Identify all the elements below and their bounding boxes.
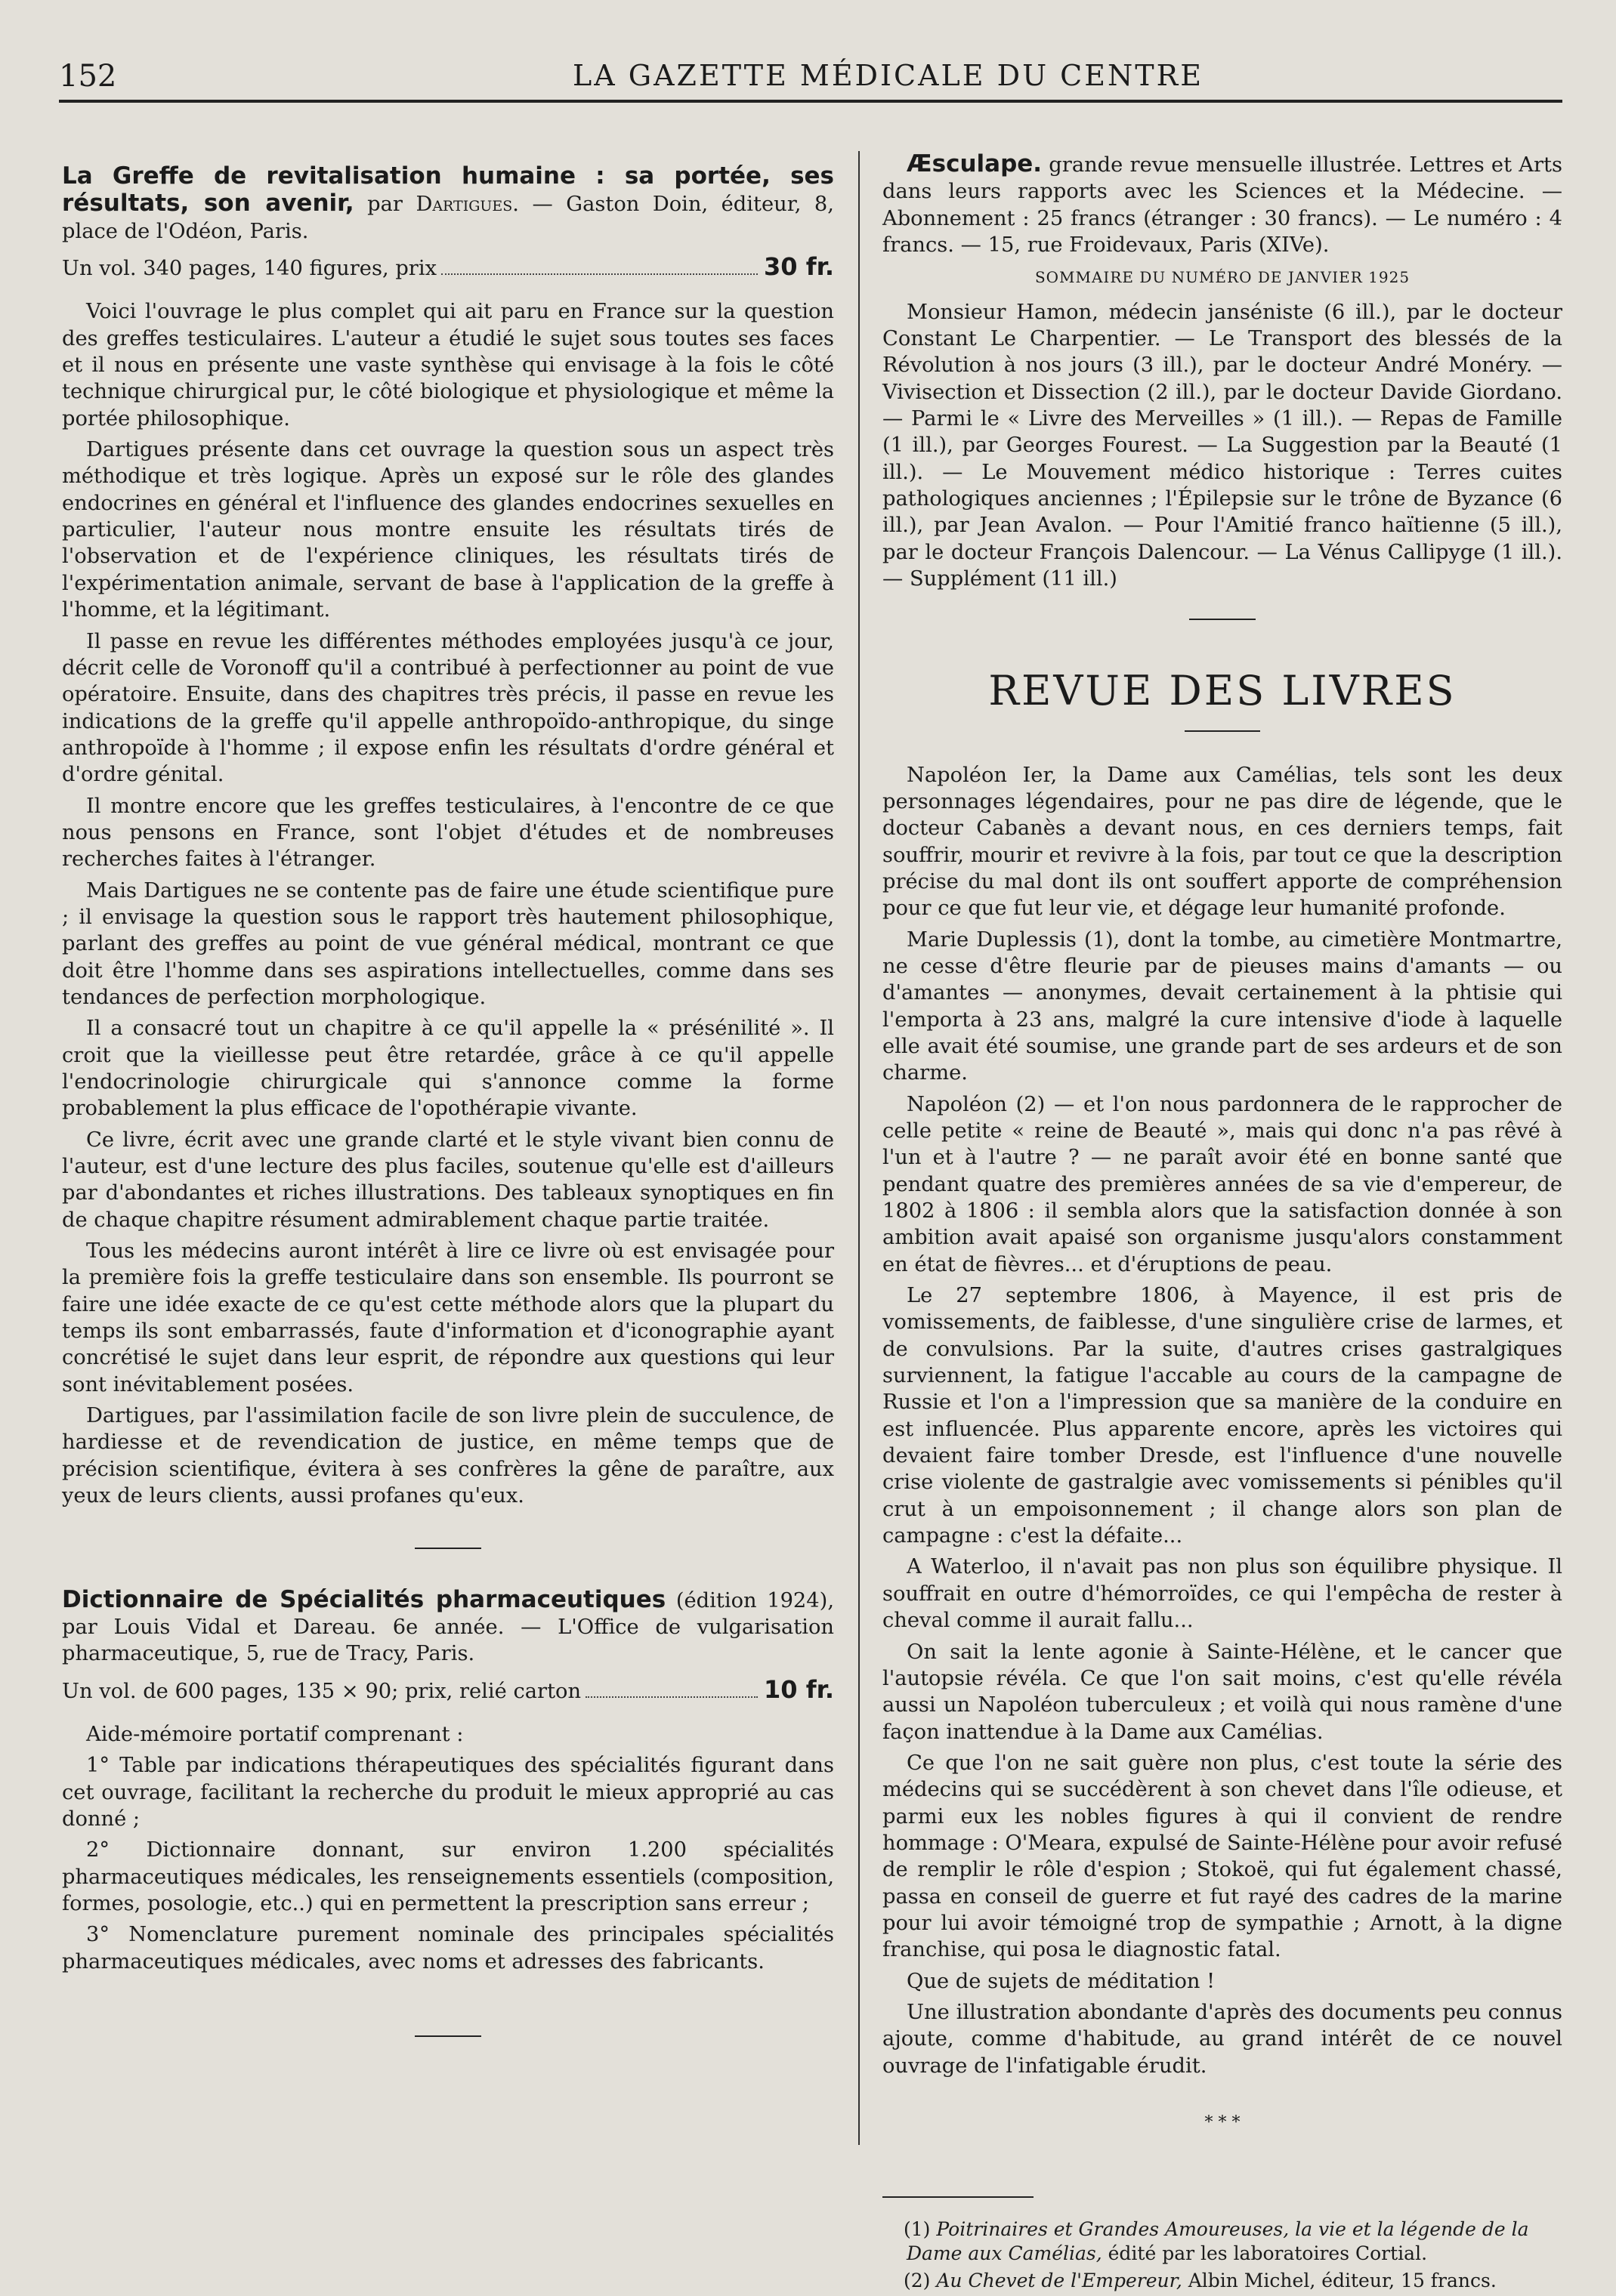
section-separator xyxy=(1189,619,1256,620)
review2-item: 2° Dictionnaire donnant, sur environ 1.200 spécialités pharmaceutiques médicales, les renseignements essentiels (composition, formes, posologie, etc..) qui en permettent la prescription sans erreur ; xyxy=(62,1838,834,1915)
left-column xyxy=(62,151,834,2075)
revue-paragraph: A Waterloo, il n'avait pas non plus son équilibre physique. Il souffrait en outre d'hémorroïdes, ce qui l'empêcha de rester à cheval comme il aurait fallu... xyxy=(882,1555,1562,1633)
page-header xyxy=(59,56,1562,104)
revue-paragraph: Marie Duplessis (1), dont la tombe, au cimetière Montmartre, ne cesse d'être fleurie par de pieuses mains d'amants — ou d'amantes — anonymes, devait certainement à la phtisie qui l'emporta à 23 ans, malgré la cure intensive d'iode à laquelle elle avait été soumise, une grande part de ses ardeurs et de son charme. xyxy=(882,927,1562,1085)
revue-paragraph: Le 27 septembre 1806, à Mayence, il est pris de vomissements, de faiblesse, d'une singulière crise de larmes, et de convulsions. Par la suite, d'autres crises gastralgiques surviennent, la fatigue l'accable au cours de la campagne de Russie et l'on a l'impression que sa manière de la conduire en est influencée. Plus apparente encore, après les victoires qui devaient faire tomber Dresde, est l'influence d'une nouvelle crise violente de gastralgie avec vomissements si pénibles qu'il crut à un empoisonnement ; il change alors son plan de campagne : c'est la défaite... xyxy=(882,1284,1562,1548)
aesculape-name: Æsculape. xyxy=(907,150,1043,177)
section-separator xyxy=(415,2035,481,2037)
asterism: * * * xyxy=(1204,2113,1241,2132)
review1-paragraph: Dartigues présente dans cet ouvrage la question sous un aspect très méthodique et très logique. Après un exposé sur le rôle des glandes endocrines en général et l'influence des glandes endocrines sexuelles en particulier, l'auteur nous montre ensuite les résultats tirés de l'observation et de l'expérience cliniques, les résultats tirés de l'expérimentation animale, servant de base à l'application de la greffe à l'homme, et la légitimant. xyxy=(62,438,834,622)
page-number: 152 xyxy=(59,59,117,94)
aesculape-notice xyxy=(882,151,1562,258)
revue-paragraph: Ce que l'on ne sait guère non plus, c'est toute la série des médecins qui se succédèrent à son chevet dans l'île odieuse, et parmi eux les nobles figures à qui il convient de rendre hommage : O'Meara, expulsé de Sainte-Hélène pour avoir refusé de remplir le rôle d'espion ; Stokoë, qui fut également chassé, passa en conseil de guerre et fut rayé des cadres de la marine pour lui avoir témoigné trop de sympathie ; Arnott, à la digne franchise, qui posa le diagnostic fatal. xyxy=(882,1751,1562,1962)
review1-paragraph: Ce livre, écrit avec une grande clarté et le style vivant bien connu de l'auteur, est d'une lecture des plus faciles, soutenue qu'elle est d'ailleurs par d'abondantes et riches illustrations. Des tableaux synoptiques en fin de chaque chapitre résument admirablement chaque partie traitée. xyxy=(62,1128,834,1232)
footnote-title: Au Chevet de l'Empereur, xyxy=(936,2270,1182,2292)
header-rule xyxy=(59,100,1562,103)
review1-publisher: — Gaston Doin, éditeur, 8, place de l'Odéon, Paris. xyxy=(62,193,834,243)
footnote-rest: Albin Michel, éditeur, 15 francs. xyxy=(1188,2270,1497,2292)
running-title: LA GAZETTE MÉDICALE DU CENTRE xyxy=(573,59,1204,92)
review2-intro: Aide-mémoire portatif comprenant : xyxy=(86,1722,464,1746)
revue-paragraph: Napoléon Ier, la Dame aux Camélias, tels sont les deux personnages légendaires, pour ne pas dire de légende, que le docteur Cabanès a devant nous, en ces derniers temps, fait souffrir, mourir et revivre à la fois, par tout ce que la description précise du mal dont ils ont souffert apporte de compréhension pour ce que fut leur vie, et dégage leur humanité profonde. xyxy=(882,763,1562,921)
footnote-rule xyxy=(882,2196,1034,2198)
review1-price-label: Un vol. 340 pages, 140 figures, prix xyxy=(62,257,437,281)
review1-paragraph: Il montre encore que les greffes testiculaires, à l'encontre de ce que nous pensons en France, sont l'objet d'études et de nombreuses recherches faites à l'étranger. xyxy=(62,794,834,872)
review1-price: 30 fr. xyxy=(764,252,834,282)
review2-item: 3° Nomenclature purement nominale des principales spécialités pharmaceutiques médicales, avec noms et adresses des fabricants. xyxy=(62,1923,834,1974)
revue-paragraph: Une illustration abondante d'après des documents peu connus ajoute, comme d'habitude, au grand intérêt de ce nouvel ouvrage de l'infatigable érudit. xyxy=(882,2000,1562,2078)
footnote-rest: édité par les laboratoires Cortial. xyxy=(1108,2242,1428,2265)
review1-title: La Greffe de revitalisation humaine : sa portée, ses résultats, son avenir, xyxy=(62,162,834,218)
sommaire-title: SOMMAIRE DU NUMÉRO DE JANVIER 1925 xyxy=(1034,268,1411,287)
aesculape-description: grande revue mensuelle illustrée. Lettres et Arts dans leurs rapports avec les Sciences et la Médecine. — Abonnement : 25 francs (étranger : 30 francs). — Le numéro : 4 francs. — 15, rue Froidevaux, Paris (XIVe). xyxy=(882,153,1562,258)
footnote xyxy=(904,2217,1562,2266)
footnote-number: (1) xyxy=(904,2218,931,2241)
review2-price-line xyxy=(62,1674,834,1705)
right-column xyxy=(882,151,1562,2296)
review1-author: Dartigues. xyxy=(416,193,519,217)
revue-paragraph: Que de sujets de méditation ! xyxy=(907,1969,1216,1993)
revue-paragraph: Napoléon (2) — et l'on nous pardonnera de le rapprocher de celle petite « reine de Beauté », mais qui donc n'a pas rêvé à l'un et à l'autre ? — ne paraît avoir été en bonne santé que pendant quatre des premières années de sa vie d'empereur, de 1802 à 1806 : il sembla alors que la satisfaction donnée à son ambition avait apaisé son organisme jusqu'alors constamment en état de fièvres... et d'éruptions de peau. xyxy=(882,1092,1562,1276)
review2-title: Dictionnaire de Spécialités pharmaceutiques xyxy=(62,1585,666,1613)
review2-details: 6e année. — L'Office de vulgarisation pharmaceutique, 5, rue de Tracy, Paris. xyxy=(62,1615,834,1666)
leader-dots xyxy=(441,273,758,275)
section-separator xyxy=(415,1548,481,1549)
review1-by: par xyxy=(367,193,403,217)
title-rule xyxy=(1185,730,1260,732)
footnote-title: Poitrinaires et Grandes Amoureuses, la vie et la légende de la Dame aux Camélias, xyxy=(907,2218,1529,2265)
footnote-number: (2) xyxy=(904,2270,931,2292)
review2-price: 10 fr. xyxy=(764,1674,834,1704)
review1-price-line xyxy=(62,254,834,282)
review1-paragraph: Il passe en revue les différentes méthodes employées jusqu'à ce jour, décrit celle de Voronoff qu'il a contribué à perfectionner au point de vue opératoire. Ensuite, dans des chapitres très précis, il passe en revue les indications de la greffe qu'il appelle anthropoïdo-anthropique, du singe anthropoïde à l'homme ; il expose enfin les résultats d'ordre général et d'ordre génital. xyxy=(62,629,834,787)
review1-paragraph: Il a consacré tout un chapitre à ce qu'il appelle la « présénilité ». Il croit que la vieillesse peut être retardée, grâce à ce qu'il appelle l'endocrinologie chirurgicale qui s'annonce comme la forme probablement la plus efficace de l'opothérapie vivante. xyxy=(62,1017,834,1121)
review2-edition: (édition 1924), xyxy=(675,1588,834,1612)
sommaire-text: Monsieur Hamon, médecin janséniste (6 ill.), par le docteur Constant Le Charpentier. — Le Transport des blessés de la Révolution à nos jours (3 ill.), par le docteur André Monéry. — Vivisection et Dissection (2 ill.), par le docteur Davide Giordano. — Parmi le « Livre des Merveilles » (1 ill.). — Repas de Famille (1 ill.), par Georges Fourest. — La Suggestion par la Beauté (1 ill.). — Le Mouvement médico historique : Terres cuites pathologiques anciennes ; l'Épilepsie sur le trône de Byzance (6 ill.), par Jean Avalon. — Pour l'Amitié franco haïtienne (5 ill.), par le docteur François Dalencour. — La Vénus Callipyge (1 ill.). — Supplément (11 ill.) xyxy=(882,300,1562,591)
column-divider xyxy=(858,151,860,2145)
review2-price-label: Un vol. de 600 pages, 135 × 90; prix, relié carton xyxy=(62,1679,582,1703)
review2-authors: par Louis Vidal et Dareau. xyxy=(62,1615,376,1639)
review1-heading xyxy=(62,163,834,245)
review1-paragraph: Voici l'ouvrage le plus complet qui ait paru en France sur la question des greffes testiculaires. L'auteur a étudié le sujet sous toutes ses faces et il nous en présente une vaste synthèse qui envisage à la fois le côté technique chirurgical pur, le côté biologique et physiologique et même la portée philosophique. xyxy=(62,300,834,430)
review1-paragraph: Dartigues, par l'assimilation facile de son livre plein de succulence, de hardiesse et de revendication de justice, en même temps que de précision scientifique, évitera à ses confrères la gêne de paraître, aux yeux de leurs clients, aussi profanes qu'eux. xyxy=(62,1404,834,1508)
revue-des-livres-title: REVUE DES LIVRES xyxy=(988,666,1457,714)
leader-dots xyxy=(586,1696,758,1698)
review1-paragraph: Mais Dartigues ne se contente pas de faire une étude scientifique pure ; il envisage la question sous le rapport très hautement philosophique, parlant des greffes au point de vue général médical, montrant ce que doit être l'homme dans ses aspirations intellectuelles, comme dans ses tendances de perfection morphologique. xyxy=(62,878,834,1009)
footnote xyxy=(904,2269,1562,2293)
revue-paragraph: On sait la lente agonie à Sainte-Hélène, et le cancer que l'autopsie révéla. Ce que l'on sait moins, c'est qu'elle révéla aussi un Napoléon tuberculeux ; et voilà qui nous ramène d'une façon inattendue à la Dame aux Camélias. xyxy=(882,1640,1562,1744)
review1-paragraph: Tous les médecins auront intérêt à lire ce livre où est envisagée pour la première fois la greffe testiculaire dans son ensemble. Ils pourront se faire une idée exacte de ce qu'est cette méthode alors que la plupart du temps ils sont embarrassés, faute d'information et d'iconographie ayant concrétisé le sujet dans leur esprit, de répondre aux questions qui leur sont inévitablement posées. xyxy=(62,1239,834,1396)
review2-heading xyxy=(62,1587,834,1668)
review2-item: 1° Table par indications thérapeutiques des spécialités figurant dans cet ouvrage, facilitant la recherche du produit le mieux approprié au cas donné ; xyxy=(62,1754,834,1831)
